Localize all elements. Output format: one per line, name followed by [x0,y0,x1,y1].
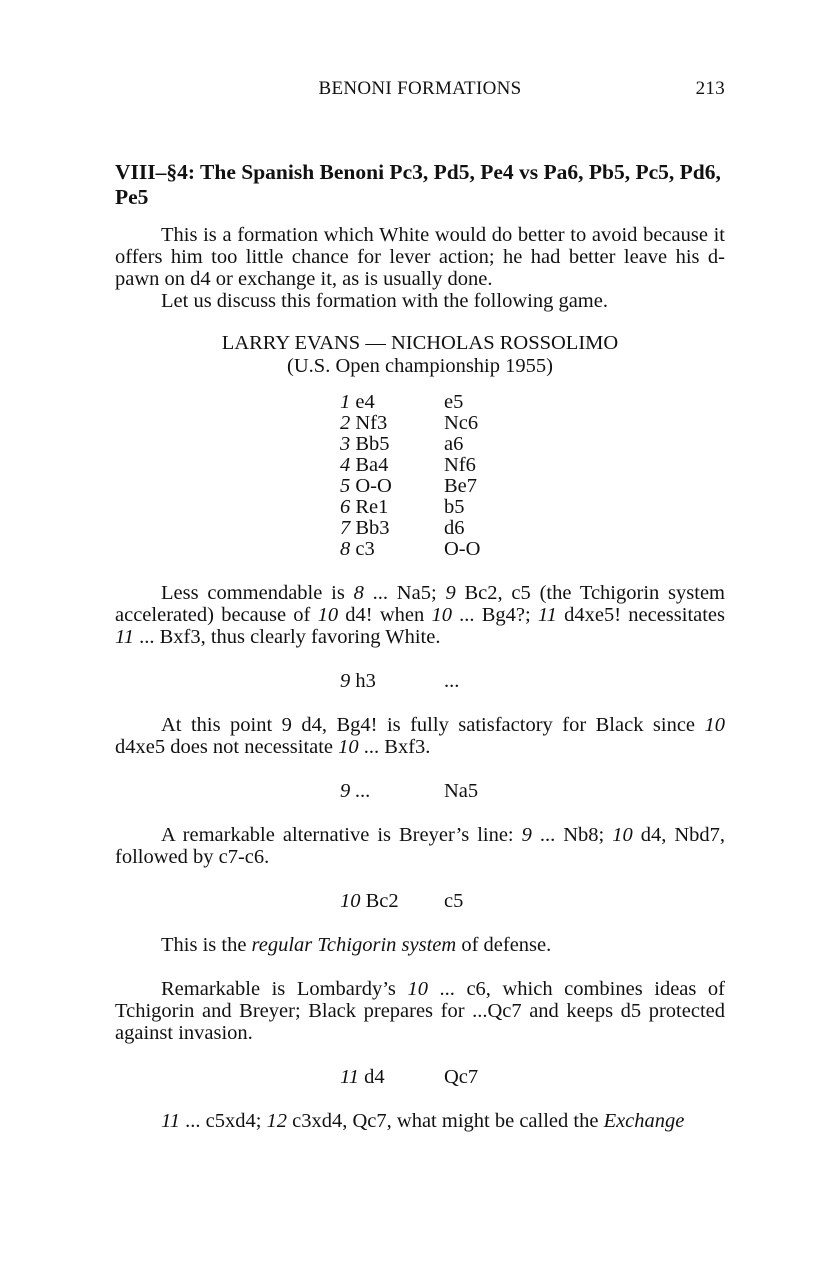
move-number: 9 [340,780,351,802]
move-white [340,434,444,455]
white-move: ... [350,780,371,802]
note-text: d4, Nbd7, followed by c7-c6. [115,824,726,868]
note-text: Less commendable is [161,582,354,604]
black-move: Qc7 [444,1066,479,1088]
emphasis-text: regular Tchigorin system [251,934,457,956]
move-number: 10 [338,736,359,758]
move-number: 8 [353,582,364,604]
move-row [340,455,480,476]
move-line [340,890,725,912]
move-white [340,413,444,434]
move-white [340,455,444,476]
black-move: Na5 [444,780,479,802]
game-event: (U.S. Open championship 1955) [287,355,553,377]
move-number: 2 [340,412,351,434]
game-header [115,332,725,378]
move-white [340,890,444,912]
black-move: Nf6 [444,454,476,476]
move-white [340,1066,444,1088]
white-move: Nf3 [355,412,388,434]
page-number: 213 [695,78,725,99]
black-move: b5 [444,496,465,518]
note-text: ... Bxf3, thus clearly favoring White. [133,626,441,648]
white-move: h3 [355,670,376,692]
move-row [340,497,480,518]
annotation-paragraph [115,824,725,868]
white-move: e4 [355,391,375,413]
black-move: Be7 [444,475,478,497]
white-move: O-O [355,475,392,497]
black-move: Nc6 [444,412,479,434]
note-text: Remarkable is Lombardy’s [161,978,408,1000]
annotation-paragraph [115,1110,725,1132]
note-text: c3xd4, Qc7, what might be called the [287,1110,604,1132]
move-white [340,539,444,560]
book-page [115,78,725,1132]
move-line [340,1066,725,1088]
white-move: Ba4 [355,454,389,476]
intro-paragraph: Let us discuss this formation with the following game. [161,290,608,312]
annotation-paragraph [115,582,725,648]
move-white [340,497,444,518]
note-text: This is the [161,934,252,956]
move-number: 12 [266,1110,288,1132]
note-text: d4! when [338,604,432,626]
move-number: 10 [612,824,633,846]
move-number: 10 [704,714,725,736]
move-line [340,670,725,692]
moves-table [340,392,480,560]
note-text: At this point 9 d4, Bg4! is fully satisfactory for Black since [161,714,705,736]
move-number: 9 [521,824,532,846]
annotation-paragraph [115,978,725,1044]
black-move: e5 [444,391,464,413]
move-number: 11 [340,1066,359,1088]
note-text: d4xe5 does not necessitate [115,736,339,758]
note-text: A remarkable alternative is Breyer’s line: [161,824,522,846]
white-move: d4 [364,1066,385,1088]
move-number: 4 [340,454,351,476]
note-text: d4xe5! necessitates [556,604,726,626]
section-title: VIII–§4: The Spanish Benoni Pc3, Pd5, Pe4 vs Pa6, Pb5, Pc5, Pd6, Pe5 [115,160,721,209]
move-number: 10 [407,978,428,1000]
move-number: 11 [115,626,134,648]
game-players: LARRY EVANS — NICHOLAS ROSSOLIMO [221,332,619,354]
move-white [340,518,444,539]
note-text: ... c5xd4; [179,1110,267,1132]
black-move: a6 [444,433,464,455]
white-move: Re1 [355,496,389,518]
move-number: 1 [340,391,351,413]
white-move: Bb5 [355,433,390,455]
note-text: ... Bxf3. [358,736,431,758]
move-white [340,392,444,413]
move-number: 7 [340,517,351,539]
black-move: d6 [444,517,465,539]
move-row [340,413,480,434]
move-number: 10 [431,604,452,626]
note-text: ... c6, which combines ideas of Tchigorin and Breyer; Black prepares for ...Qc7 and keeps d5 protected against invasion. [115,978,725,1044]
intro-paragraph: This is a formation which White would do better to avoid because it offers him too little chance for lever action; he had better leave his d-pawn on d4 or exchange it, as is usually done. [115,224,725,290]
move-row [340,518,480,539]
move-white [340,780,444,802]
move-number: 8 [340,538,351,560]
move-number: 9 [340,670,351,692]
note-text: ... Na5; [363,582,446,604]
white-move: c3 [355,538,375,560]
move-row [340,392,480,413]
note-text: Bc2, c5 (the Tchigorin system accelerated) because of [115,582,725,626]
move-number: 10 [340,890,361,912]
move-row [340,434,480,455]
white-move: Bc2 [365,890,399,912]
annotation-paragraph [115,714,725,758]
move-number: 11 [537,604,557,626]
black-move: c5 [444,890,464,912]
move-number: 10 [317,604,339,626]
running-head [115,78,725,106]
move-row [340,476,480,497]
move-line [340,780,725,802]
move-row [340,539,480,560]
note-text: ... Nb8; [531,824,613,846]
running-title: BENONI FORMATIONS [318,78,522,99]
move-white [340,670,444,692]
move-number: 11 [161,1110,180,1132]
move-number: 5 [340,475,351,497]
move-number: 9 [445,582,456,604]
white-move: Bb3 [355,517,390,539]
note-text: ... Bg4?; [451,604,538,626]
move-white [340,476,444,497]
black-move: ... [444,670,460,692]
note-text: of defense. [456,934,552,956]
annotation-paragraph [115,934,725,956]
black-move: O-O [444,538,481,560]
move-number: 6 [340,496,351,518]
emphasis-text: Exchange [603,1110,685,1132]
move-number: 3 [340,433,351,455]
